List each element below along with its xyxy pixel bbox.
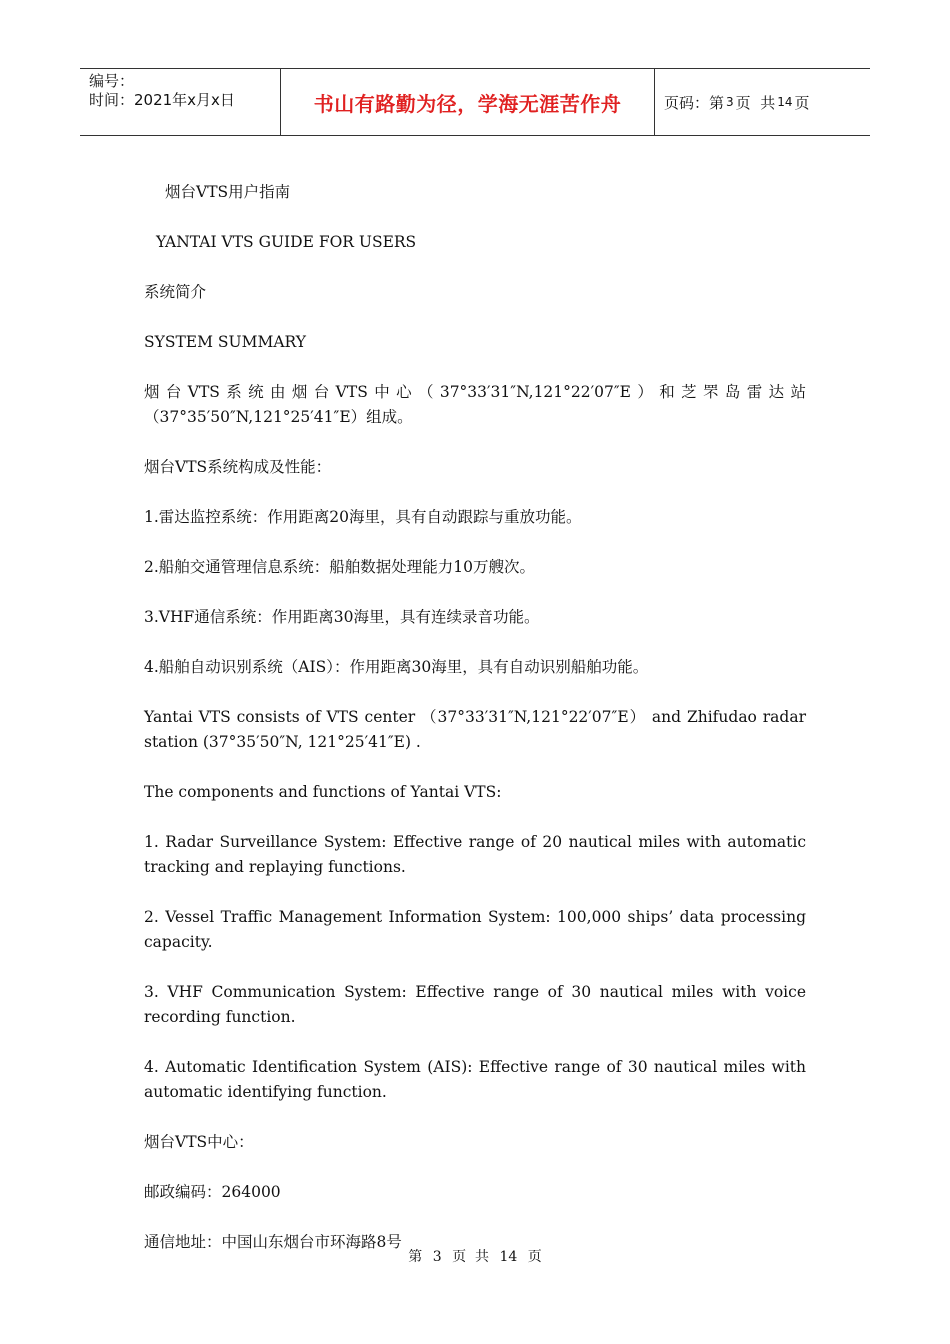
- list-item: 3.VHF通信系统：作用距离30海里，具有连续录音功能。: [144, 608, 540, 626]
- header-page-total: 14: [777, 95, 793, 109]
- section-heading-en: SYSTEM SUMMARY: [144, 333, 306, 351]
- list-item: 3. VHF Communication System: Effective range of 30 nautical miles with voice recording function.: [144, 983, 806, 1026]
- paragraph: The components and functions of Yantai VTS:: [144, 783, 502, 801]
- list-item: 4. Automatic Identification System (AIS): Effective range of 30 nautical miles with automatic identifying function.: [144, 1058, 806, 1101]
- header-page-info: [655, 69, 870, 135]
- list-item: 4.船舶自动识别系统（AIS）：作用距离30海里，具有自动识别船舶功能。: [144, 658, 649, 676]
- header-page-mid: 页 共: [735, 93, 776, 112]
- header-page-suffix: 页: [794, 93, 810, 112]
- document-time-label: 时间：2021年x月x日: [89, 91, 235, 109]
- footer-page-current: 3: [432, 1249, 442, 1265]
- footer-prefix: 第: [408, 1249, 423, 1265]
- paragraph: 烟台VTS系统由烟台VTS中心（37°33′31″N,121°22′07″E）和芝罘岛雷达站（37°35′50″N,121°25′41″E）组成。: [144, 383, 806, 426]
- page-footer: [0, 1246, 950, 1266]
- page-header: [80, 68, 870, 136]
- list-item: 2. Vessel Traffic Management Information System: 100,000 ships’ data processing capacity.: [144, 908, 806, 951]
- document-body: [144, 180, 806, 1280]
- paragraph: 烟台VTS系统构成及性能：: [144, 458, 332, 476]
- header-meta: [80, 69, 281, 135]
- mailing-address: 通信地址：中国山东烟台市环海路8号: [144, 1233, 402, 1251]
- list-item: 1.雷达监控系统：作用距离20海里，具有自动跟踪与重放功能。: [144, 508, 582, 526]
- section-heading-cn: 系统简介: [144, 283, 207, 301]
- doc-title-en: YANTAI VTS GUIDE FOR USERS: [156, 233, 417, 251]
- doc-title-cn: 烟台VTS用户指南: [165, 183, 291, 201]
- footer-mid: 页 共: [452, 1249, 489, 1265]
- footer-page-total: 14: [499, 1249, 518, 1265]
- footer-suffix: 页: [527, 1249, 542, 1265]
- paragraph: Yantai VTS consists of VTS center （37°33′31″N,121°22′07″E） and Zhifudao radar station (37°35′50″N, 121°25′41″E) .: [144, 708, 806, 751]
- header-page-current: 3: [726, 95, 734, 109]
- list-item: 2.船舶交通管理信息系统：船舶数据处理能力10万艘次。: [144, 558, 536, 576]
- paragraph: 烟台VTS中心：: [144, 1133, 254, 1151]
- postal-code: 邮政编码：264000: [144, 1183, 281, 1201]
- document-code-label: 编号：: [89, 72, 135, 90]
- header-page-prefix: 页码：第: [664, 93, 725, 112]
- header-motto: 书山有路勤为径，学海无涯苦作舟: [281, 69, 655, 135]
- list-item: 1. Radar Surveillance System: Effective range of 20 nautical miles with automatic tracking and replaying functions.: [144, 833, 806, 876]
